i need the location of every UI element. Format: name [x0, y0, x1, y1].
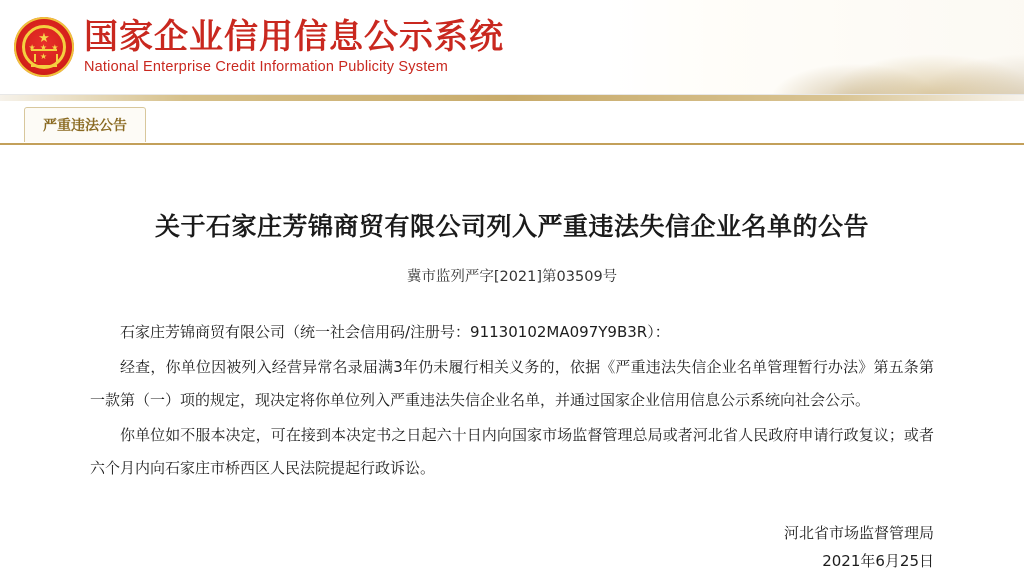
national-emblem-icon [14, 17, 74, 77]
emblem-star-large: ★ [38, 30, 50, 45]
tab-strip [0, 101, 1024, 145]
site-title-en: National Enterprise Credit Information Publicity System [84, 59, 448, 75]
issuing-authority: 河北省市场监督管理局 [783, 524, 934, 542]
issue-date: 2021年6月25日 [822, 552, 934, 570]
header-inner [0, 0, 1024, 94]
document-body [90, 316, 934, 485]
paragraph-company: 石家庄芳锦商贸有限公司（统一社会信用码/注册号：91130102MA097Y9B3R）： [120, 323, 670, 341]
announcement-document [0, 207, 1024, 575]
site-header [0, 0, 1024, 95]
document-footer [90, 519, 934, 575]
header-titles [84, 17, 504, 77]
paragraph-appeal: 你单位如不服本决定，可在接到本决定书之日起六十日内向国家市场监督管理总局或者河北省人民政府申请行政复议；或者六个月内向石家庄市桥西区人民法院提起行政诉讼。 [90, 426, 934, 477]
site-title-cn: 国家企业信用信息公示系统 [84, 17, 504, 57]
paragraph-decision: 经查，你单位因被列入经营异常名录届满3年仍未履行相关义务的，依据《严重违法失信企业名单管理暂行办法》第五条第一款第（一）项的规定，现决定将你单位列入严重违法失信企业名单，并通过国家企业信用信息公示系统向社会公示。 [90, 358, 934, 409]
document-number: 冀市监列严字[2021]第03509号 [406, 269, 618, 285]
document-title: 关于石家庄芳锦商贸有限公司列入严重违法失信企业名单的公告 [154, 212, 869, 241]
tab-serious-violation-announcement[interactable]: 严重违法公告 [24, 107, 146, 142]
emblem-star-row: ★ ★ ★ ★ [28, 43, 60, 61]
emblem-tiananmen [31, 49, 57, 67]
